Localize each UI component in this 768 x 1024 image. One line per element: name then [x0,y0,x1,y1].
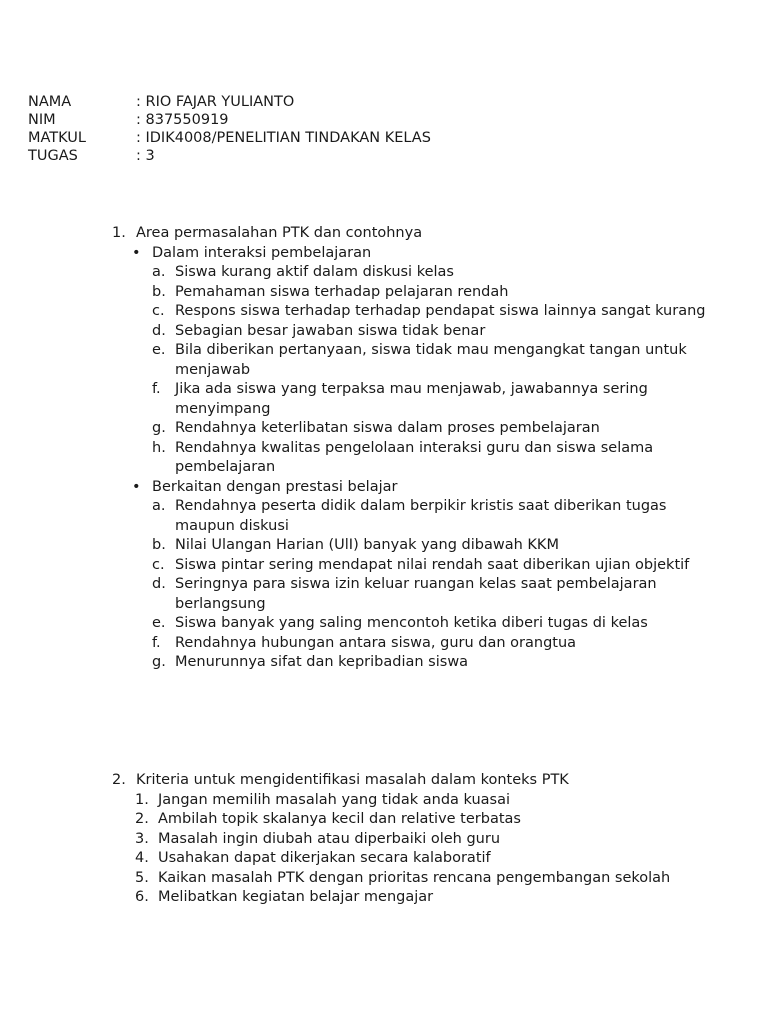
header-label: NAMA [28,94,72,110]
list-item-text: Respons siswa terhadap terhadap pendapat siswa lainnya sangat kurang [175,303,706,319]
list-item [112,419,712,439]
list-item-text: Siswa kurang aktif dalam diskusi kelas [175,264,454,280]
list-item-text: Rendahnya kwalitas pengelolaan interaksi guru dan siswa selama pembelajaran [175,439,654,475]
list-item-text: Kaikan masalah PTK dengan prioritas rencana pengembangan sekolah [158,869,671,886]
list-item-text: Pemahaman siswa terhadap pelajaran rendah [175,283,509,300]
list-item [112,263,712,283]
list-item-text: Rendahnya hubungan antara siswa, guru dan orangtua [175,634,577,651]
list-item [112,634,712,654]
list-marker: a. [152,498,166,514]
section-heading [112,771,712,791]
list-marker: e. [152,342,166,358]
list-item [112,497,712,536]
section-title: Kriteria untuk mengidentifikasi masalah dalam konteks PTK [136,772,569,788]
list-item-text: Seringnya para siswa izin keluar ruangan kelas saat pembelajaran berlangsung [175,576,657,612]
header-row-nama [28,93,431,111]
section-area-permasalahan [112,224,712,673]
bullet-icon: • [132,244,141,261]
header-value: : RIO FAJAR YULIANTO [136,94,295,110]
list-item [112,341,712,380]
list-marker: c. [152,556,165,573]
list-marker: f. [152,381,161,397]
list-marker: 1. [135,791,149,808]
list-marker: 2. [135,811,149,827]
list-marker: g. [152,654,166,670]
list-marker: 3. [135,830,149,847]
list-marker: b. [152,537,166,553]
header-label: MATKUL [28,130,86,146]
list-marker: b. [152,283,166,300]
list-marker: d. [152,322,166,339]
list-item-text: Masalah ingin diubah atau diperbaiki oleh guru [158,830,501,847]
list-item-text: Bila diberikan pertanyaan, siswa tidak mau mengangkat tangan untuk menjawab [175,342,687,378]
section-heading [112,224,712,244]
list-marker: 5. [135,869,149,886]
list-item [112,283,712,303]
header-value: : IDIK4008/PENELITIAN TINDAKAN KELAS [136,130,431,146]
list-item [112,302,712,322]
list-item-text: Melibatkan kegiatan belajar mengajar [158,889,434,905]
header-row-nim [28,111,431,129]
list-marker: a. [152,264,166,280]
list-item [112,849,712,869]
list-item [112,536,712,556]
list-number: 2. [112,772,126,788]
header-label: TUGAS [28,148,78,164]
header-value: : 3 [136,148,155,164]
header-label: NIM [28,112,56,128]
header-value: : 837550919 [136,112,229,128]
group-heading [112,244,712,264]
list-item-text: Menurunnya sifat dan kepribadian siswa [175,654,469,670]
group-title: Dalam interaksi pembelajaran [152,244,372,261]
list-item [112,380,712,419]
list-item [112,322,712,342]
list-marker: 4. [135,850,149,866]
list-item [112,791,712,811]
list-item [112,556,712,576]
list-item [112,653,712,673]
list-marker: 6. [135,889,149,905]
list-item-text: Usahakan dapat dikerjakan secara kalaboratif [158,850,491,866]
list-marker: c. [152,303,165,319]
list-item-text: Nilai Ulangan Harian (UlI) banyak yang dibawah KKM [175,537,559,553]
list-item [112,830,712,850]
list-item-text: Rendahnya keterlibatan siswa dalam proses pembelajaran [175,420,600,436]
student-info-block [28,93,431,165]
list-item [112,439,712,478]
section-kriteria [112,771,712,908]
list-marker: f. [152,634,161,651]
list-marker: d. [152,576,166,592]
header-row-matkul [28,129,431,147]
list-marker: g. [152,420,166,436]
list-item [112,575,712,614]
list-item [112,614,712,634]
list-item-text: Rendahnya peserta didik dalam berpikir kristis saat diberikan tugas maupun diskusi [175,498,667,534]
group-heading [112,478,712,498]
list-item-text: Ambilah topik skalanya kecil dan relative terbatas [158,811,521,827]
header-row-tugas [28,147,431,165]
bullet-icon: • [132,478,141,495]
list-marker: h. [152,439,166,456]
list-item [112,888,712,908]
list-item-text: Jika ada siswa yang terpaksa mau menjawab, jawabannya sering menyimpang [175,381,648,417]
list-item-text: Siswa banyak yang saling mencontoh ketika diberi tugas di kelas [175,615,648,631]
list-marker: e. [152,615,166,631]
list-number: 1. [112,225,126,241]
group-title: Berkaitan dengan prestasi belajar [152,478,398,495]
list-item [112,810,712,830]
list-item [112,869,712,889]
list-item-text: Sebagian besar jawaban siswa tidak benar [175,322,486,339]
list-item-text: Siswa pintar sering mendapat nilai rendah saat diberikan ujian objektif [175,556,690,573]
list-item-text: Jangan memilih masalah yang tidak anda kuasai [158,791,511,808]
section-title: Area permasalahan PTK dan contohnya [136,225,423,241]
